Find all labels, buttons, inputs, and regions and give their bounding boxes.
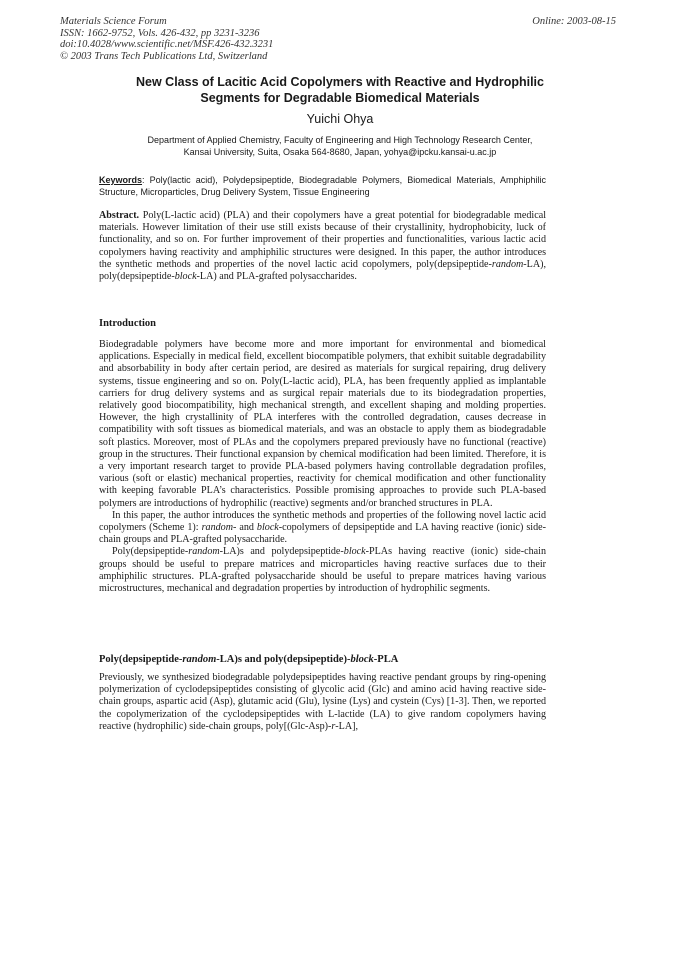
journal-header [60, 16, 616, 62]
intro-p3-text-a: Poly(depsipeptide- [112, 546, 189, 558]
affiliation-line-2: Kansai University, Suita, Osaka 564-8680, Japan, yohya@ipcku.kansai-u.ac.jp [183, 147, 497, 157]
intro-p3-text-b: -LA)s and polydepsipeptide- [219, 546, 344, 558]
intro-p2-text-b: - and [233, 522, 257, 534]
intro-paragraph-1: Biodegradable polymers have become more and more important for environmental and biomedical applications. Especially in medical field, excellent biocompatible polymers, that exhibit suitable degradability and absorbability in body after certain period, are desired as materials for surgical repairing, drug delivery systems, tissue engineering and so on. Poly(L-lactic acid), PLA, has been frequently applied as implantable carriers for drug delivery systems and as surgical repair materials due to its biodegradation properties, relatively good biocompatibility, high mechanical strength, and excellent shaping and molding properties. However, the high crystallinity of PLA interferes with the controlled degradation, causes decrease in compatibility with soft tissues as biomedical materials, and was an obstacle to apply them as biodegradable soft plastics. Moreover, most of PLAs and the copolymers prepared previously have no functional (reactive) group in the structures. Their functional expansion by chemical modification had been limited. Therefore, it is a very important research target to provide PLA-based polymers having controllable degradation profiles, various (soft or elastic) mechanical properties, reactivity for chemical modification and other functionality with keeping favorable PLA’s characteristics. Possible promising approaches to provide such PLA-based polymers are introductions of hydrophilic (reactive) segments and/or branched structures in PLA. [99, 339, 546, 509]
intro-p2-italic-2: block [256, 522, 279, 534]
sec2-head-italic-2: block [350, 654, 374, 665]
sec2-head-text-a: Poly(depsipeptide- [99, 654, 183, 665]
paper-title [90, 74, 590, 106]
abstract-label: Abstract. [99, 210, 140, 221]
intro-p3-italic-2: block [343, 546, 366, 558]
affiliation-line-1: Department of Applied Chemistry, Faculty of Engineering and High Technology Research Center, [147, 135, 533, 145]
title-line-2: Segments for Degradable Biomedical Materials [200, 91, 480, 105]
sec2-p1-text-b: -LA], [335, 720, 358, 732]
sec2-paragraph-1 [99, 672, 546, 733]
abstract [99, 210, 546, 283]
sec2-head-text-c: -PLA [373, 654, 399, 665]
sec2-p1-italic: r [331, 720, 336, 732]
keywords-text: Poly(lactic acid), Polydepsipeptide, Biodegradable Polymers, Biomedical Materials, Amphiphilic Structure, Microparticles, Drug Delivery System, Tissue Engineering [99, 175, 546, 197]
journal-name: Materials Science Forum [60, 16, 167, 27]
copyright: © 2003 Trans Tech Publications Ltd, Switzerland [60, 50, 268, 62]
introduction-heading: Introduction [99, 318, 156, 329]
intro-paragraph-3 [99, 546, 546, 595]
section-2-heading [99, 654, 398, 665]
intro-p2-italic-1: random [201, 522, 233, 534]
sec2-head-text-b: -LA)s and poly(depsipeptide)- [216, 654, 351, 665]
intro-p3-text-c: -PLAs having reactive (ionic) side-chain groups should be useful to prepare matrices and microparticles having reactive surfaces due to their amphiphilic structures. PLA-grafted polysaccharide should be useful to prepare matrices having various microstructures, mechanical and degradation properties by introduction of hydrophilic segments. [99, 546, 546, 595]
introduction-body [99, 339, 546, 595]
affiliation [90, 134, 590, 158]
intro-p2-text-a: In this paper, the author introduces the synthetic methods and properties of the following novel lactic acid copolymers (Scheme 1): [99, 509, 546, 534]
sec2-p1-text-a: Previously, we synthesized biodegradable polydepsipeptides having reactive pendant groups by ring-opening polymerization of cyclodepsipeptides consisting of glycolic acid (Glc) and amino acid having reactive side-chain groups, aspartic acid (Asp), glutamic acid (Glu), lysine (Lys) and cystein (Cys) [1-3]. Then, we reported the copolymerization of the cyclodepsipeptides with L-lactide (LA) to give random copolymers having reactive (hydrophilic) side-chain groups, poly[(Glc-Asp)- [99, 672, 546, 732]
author: Yuichi Ohya [306, 112, 374, 126]
abstract-text-1: Poly(L-lactic acid) (PLA) and their copolymers have a great potential for biodegradable medical materials. However limitation of their use still exists because of their crystallinity, hydrophobicity, luck of functionality, and so on. For further improvement of their properties and functionalities, various lactic acid copolymers having reactivity and amphiphilic structures were designed. In this paper, the author introduces the synthetic methods and properties of the novel lactic acid copolymers, poly(depsipeptide- [99, 210, 546, 270]
section-2-body [99, 672, 546, 733]
intro-paragraph-2 [99, 510, 546, 547]
intro-p3-italic-1: random [188, 546, 220, 558]
issn: ISSN: 1662-9752, Vols. 426-432, pp 3231-3236 [60, 27, 260, 39]
abstract-text-3: -LA) and PLA-grafted polysaccharides. [196, 271, 357, 283]
doi: doi:10.4028/www.scientific.net/MSF.426-432.3231 [60, 39, 274, 50]
online-date: Online: 2003-08-15 [532, 16, 616, 27]
abstract-text-2: -LA), poly(depsipeptide- [99, 258, 546, 283]
abstract-italic-1: random [491, 258, 524, 270]
title-line-1: New Class of Lacitic Acid Copolymers with Reactive and Hydrophilic [136, 75, 544, 89]
intro-p2-text-c: -copolymers of depsipeptide and LA having reactive (ionic) side-chain groups and PLA-grafted polysaccharide. [99, 522, 546, 546]
keywords: Keywords: Poly(lactic acid), Polydepsipeptide, Biodegradable Polymers, Biomedical Materials, Amphiphilic Structure, Microparticles, Drug Delivery System, Tissue Engineering [99, 175, 546, 197]
sec2-head-italic-1: random [182, 654, 217, 665]
abstract-italic-2: block [174, 271, 197, 283]
keywords-label: Keywords [99, 175, 143, 185]
